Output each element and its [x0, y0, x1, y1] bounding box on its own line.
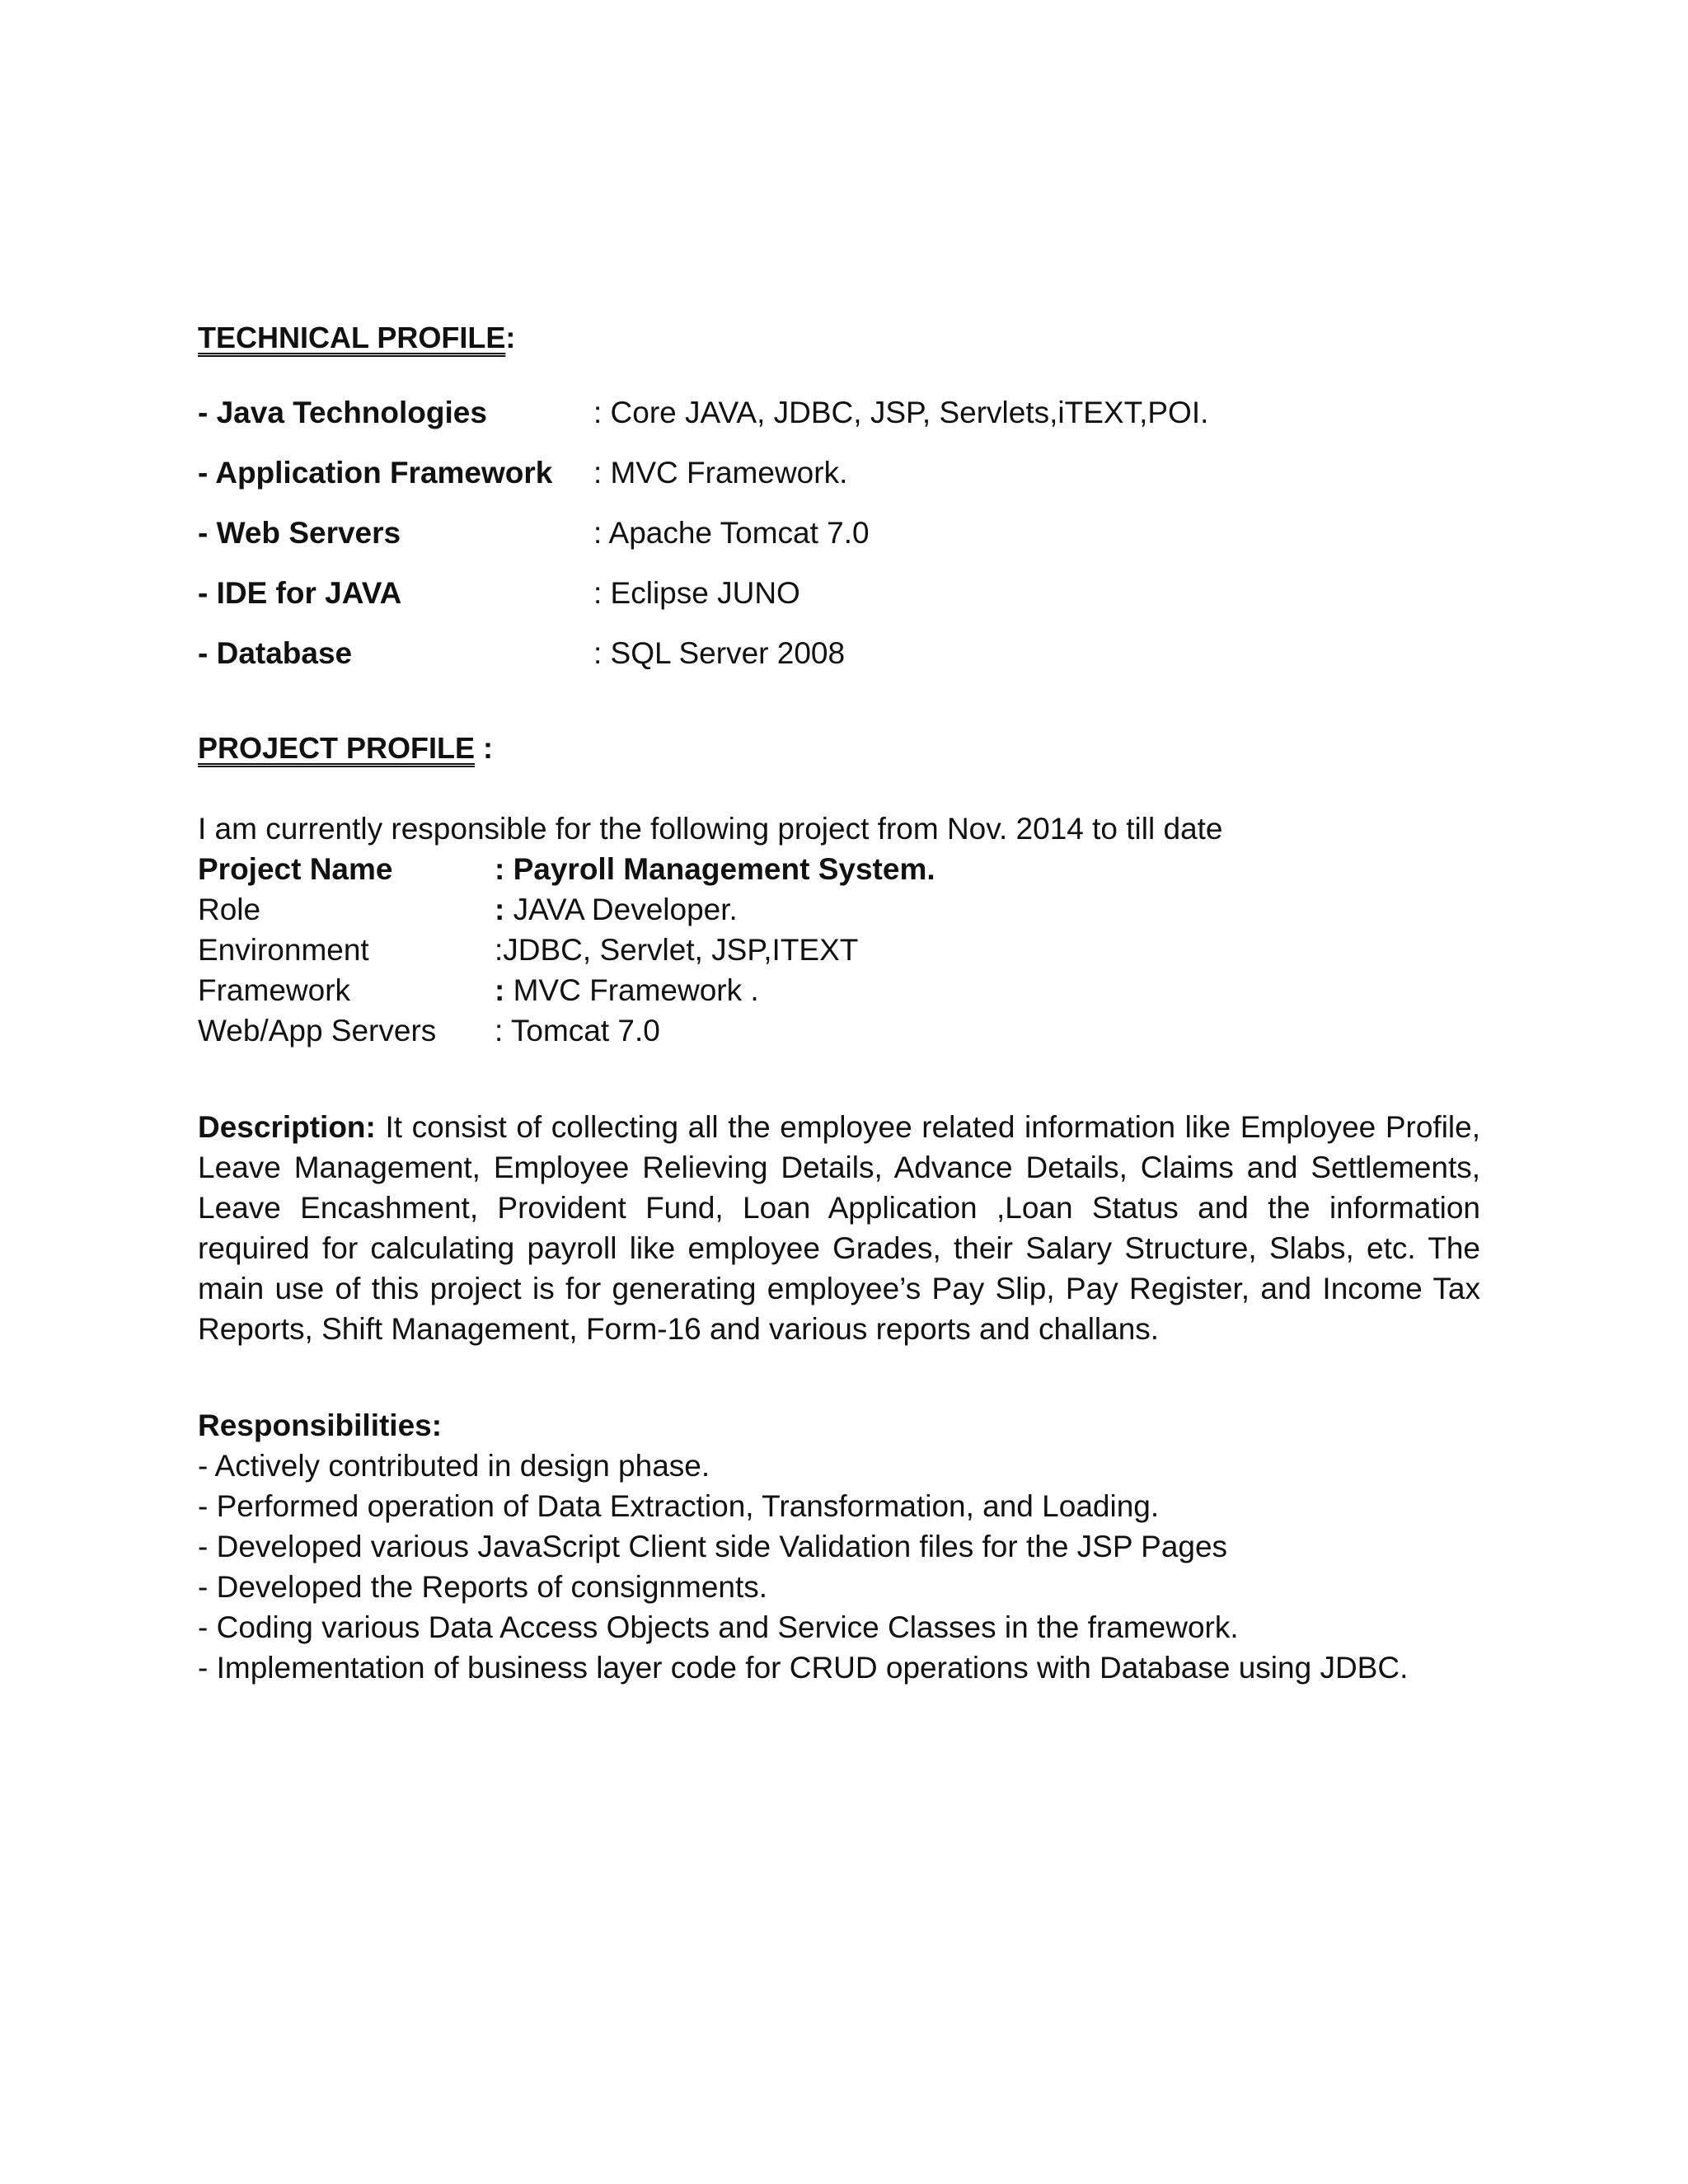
- responsibility-item: - Implementation of business layer code for CRUD operations with Database using JDBC.: [198, 1651, 1409, 1685]
- tech-value: : Eclipse JUNO: [593, 576, 800, 610]
- project-row-name: [198, 849, 1484, 889]
- project-key: Framework: [198, 973, 351, 1007]
- tech-row-ide-for-java: [198, 573, 1484, 633]
- project-profile-heading-text: PROJECT PROFILE: [198, 731, 476, 765]
- project-key: Role: [198, 893, 261, 926]
- project-value-colon: :: [495, 973, 505, 1007]
- project-value-wrap: [495, 889, 1484, 930]
- project-value: JAVA Developer.: [504, 893, 738, 926]
- project-profile-heading: [198, 728, 1484, 768]
- responsibility-item: - Developed the Reports of consignments.: [198, 1570, 768, 1604]
- project-row-web-app-servers: [198, 1010, 1484, 1051]
- project-value-colon: :: [495, 893, 505, 926]
- description-label: Description:: [198, 1110, 376, 1144]
- project-intro: I am currently responsible for the following project from Nov. 2014 to till date: [198, 812, 1223, 846]
- project-key: Environment: [198, 933, 369, 967]
- technical-profile-heading: [198, 317, 1484, 358]
- technical-profile-heading-text: TECHNICAL PROFILE: [198, 321, 506, 354]
- tech-key: - Database: [198, 636, 353, 670]
- project-key: Web/App Servers: [198, 1014, 437, 1047]
- tech-row-database: [198, 633, 1484, 693]
- tech-value: : Core JAVA, JDBC, JSP, Servlets,iTEXT,POI.: [593, 396, 1209, 429]
- tech-key: - IDE for JAVA: [198, 576, 402, 610]
- project-profile-heading-colon: :: [475, 731, 494, 765]
- tech-value: : MVC Framework.: [593, 456, 848, 490]
- project-value: : Tomcat 7.0: [495, 1014, 660, 1047]
- tech-row-web-servers: [198, 513, 1484, 573]
- tech-row-application-framework: [198, 452, 1484, 513]
- project-value: MVC Framework .: [504, 973, 759, 1007]
- description-text: It consist of collecting all the employee related information like Employee Profile, Leave Management, Employee Relieving Details, Advance Details, Claims and Settlements, Leave Encashment, Provident Fund, Loan Application ,Loan Status and the information required for calculating payroll like employee Grades, their Salary Structure, Slabs, etc. The main use of this project is for generating employee’s Pay Slip, Pay Register, and Income Tax Reports, Shift Management, Form-16 and various reports and challans.: [198, 1110, 1480, 1346]
- tech-value: : Apache Tomcat 7.0: [593, 516, 870, 550]
- project-row-framework: [198, 970, 1484, 1010]
- project-value: :JDBC, Servlet, JSP,ITEXT: [495, 933, 859, 967]
- tech-key: - Web Servers: [198, 516, 401, 550]
- responsibility-item: - Developed various JavaScript Client side Validation files for the JSP Pages: [198, 1530, 1228, 1563]
- responsibilities-heading: Responsibilities:: [198, 1408, 443, 1442]
- project-row-environment: [198, 930, 1484, 970]
- project-row-role: [198, 889, 1484, 930]
- project-description: [198, 1107, 1480, 1349]
- project-key: Project Name: [198, 852, 393, 886]
- tech-key: - Java Technologies: [198, 396, 487, 429]
- responsibility-item: - Actively contributed in design phase.: [198, 1449, 710, 1483]
- tech-value: : SQL Server 2008: [593, 636, 846, 670]
- tech-row-java-technologies: [198, 392, 1484, 452]
- technical-profile-heading-colon: :: [505, 321, 516, 354]
- page-content: [198, 317, 1484, 1688]
- responsibility-item: - Coding various Data Access Objects and Service Classes in the framework.: [198, 1610, 1239, 1644]
- technical-profile-list: [198, 392, 1484, 693]
- responsibility-item: - Performed operation of Data Extraction, Transformation, and Loading.: [198, 1489, 1160, 1523]
- project-value: : Payroll Management System.: [495, 852, 935, 886]
- tech-key: - Application Framework: [198, 456, 553, 490]
- project-value-wrap: [495, 970, 1484, 1010]
